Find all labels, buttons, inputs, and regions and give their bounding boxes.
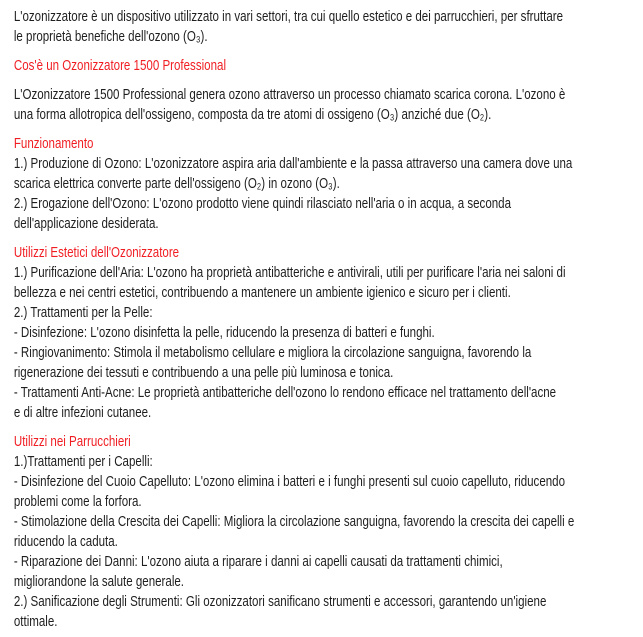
text-line: - Disinfezione: L'ozono disinfetta la pelle, riducendo la presenza di batteri e funghi. (13, 324, 435, 341)
text-line: le proprietà benefiche dell'ozono (O₃). (13, 28, 208, 45)
text-line: - Stimolazione della Crescita dei Capelli: Migliora la circolazione sanguigna, favorendo la crescita dei capelli e (13, 513, 575, 530)
text-line: 2.) Erogazione dell'Ozono: L'ozono prodotto viene quindi rilasciato nell'aria o in acqua, a seconda (13, 195, 512, 212)
section-heading-utilizzi-estetici: Utilizzi Estetici dell'Ozonizzatore (13, 244, 180, 261)
section-body (14, 452, 643, 632)
text-line: 2.) Trattamenti per la Pelle: (13, 304, 153, 321)
text-line: - Riparazione dei Danni: L'ozono aiuta a riparare i danni ai capelli causati da trattamenti chimici, (13, 553, 503, 570)
text-line: bellezza e nei centri estetici, contribuendo a mantenere un ambiente igienico e sicuro per i clienti. (13, 284, 511, 301)
text-line: una forma allotropica dell'ossigeno, composta da tre atomi di ossigeno (O₃) anziché due (O₂). (13, 106, 492, 123)
section-funzionamento (14, 134, 643, 234)
text-line: 1.)Trattamenti per i Capelli: (13, 453, 153, 470)
text-line: problemi come la forfora. (13, 493, 142, 510)
text-line: ottimale. (13, 613, 58, 630)
text-line: 1.) Purificazione dell'Aria: L'ozono ha proprietà antibatteriche e antivirali, utili per purificare l'aria nei saloni di (13, 264, 566, 281)
text-line: rigenerazione dei tessuti e contribuendo a una pelle più luminosa e tonica. (13, 364, 394, 381)
section-heading-utilizzi-parrucchieri: Utilizzi nei Parrucchieri (13, 433, 131, 450)
text-line: riducendo la caduta. (13, 533, 118, 550)
text-line: migliorandone la salute generale. (13, 573, 185, 590)
text-line: dell'applicazione desiderata. (13, 215, 159, 232)
section-heading-funzionamento: Funzionamento (13, 135, 94, 152)
section-body (14, 154, 643, 234)
section-utilizzi-estetici (14, 243, 643, 423)
section-cose-un-ozonizzatore (14, 56, 643, 125)
section-body (14, 263, 643, 423)
text-line: L'Ozonizzatore 1500 Professional genera ozono attraverso un processo chiamato scarica corona. L'ozono è (13, 86, 566, 103)
text-line: L'ozonizzatore è un dispositivo utilizzato in vari settori, tra cui quello estetico e dei parrucchieri, per sfruttare (13, 8, 564, 25)
text-line: - Trattamenti Anti-Acne: Le proprietà antibatteriche dell'ozono lo rendono efficace nel trattamento dell'acne (13, 384, 557, 401)
intro-paragraph (14, 7, 643, 47)
text-line: e di altre infezioni cutanee. (13, 404, 152, 421)
section-body (14, 85, 643, 125)
section-heading-cose-un-ozonizzatore: Cos'è un Ozonizzatore 1500 Professional (13, 57, 227, 74)
section-utilizzi-parrucchieri (14, 432, 643, 632)
text-line: 1.) Produzione di Ozono: L'ozonizzatore aspira aria dall'ambiente e la passa attraverso una camera dove una (13, 155, 573, 172)
text-line: - Disinfezione del Cuoio Capelluto: L'ozono elimina i batteri e i funghi presenti sul cuoio capelluto, riducendo (13, 473, 566, 490)
text-line: - Ringiovanimento: Stimola il metabolismo cellulare e migliora la circolazione sanguigna, favorendo la (13, 344, 532, 361)
text-line: scarica elettrica converte parte dell'ossigeno (O₂) in ozono (O₃). (13, 175, 340, 192)
text-line: 2.) Sanificazione degli Strumenti: Gli ozonizzatori sanificano strumenti e accessori, garantendo un'igiene (13, 593, 547, 610)
